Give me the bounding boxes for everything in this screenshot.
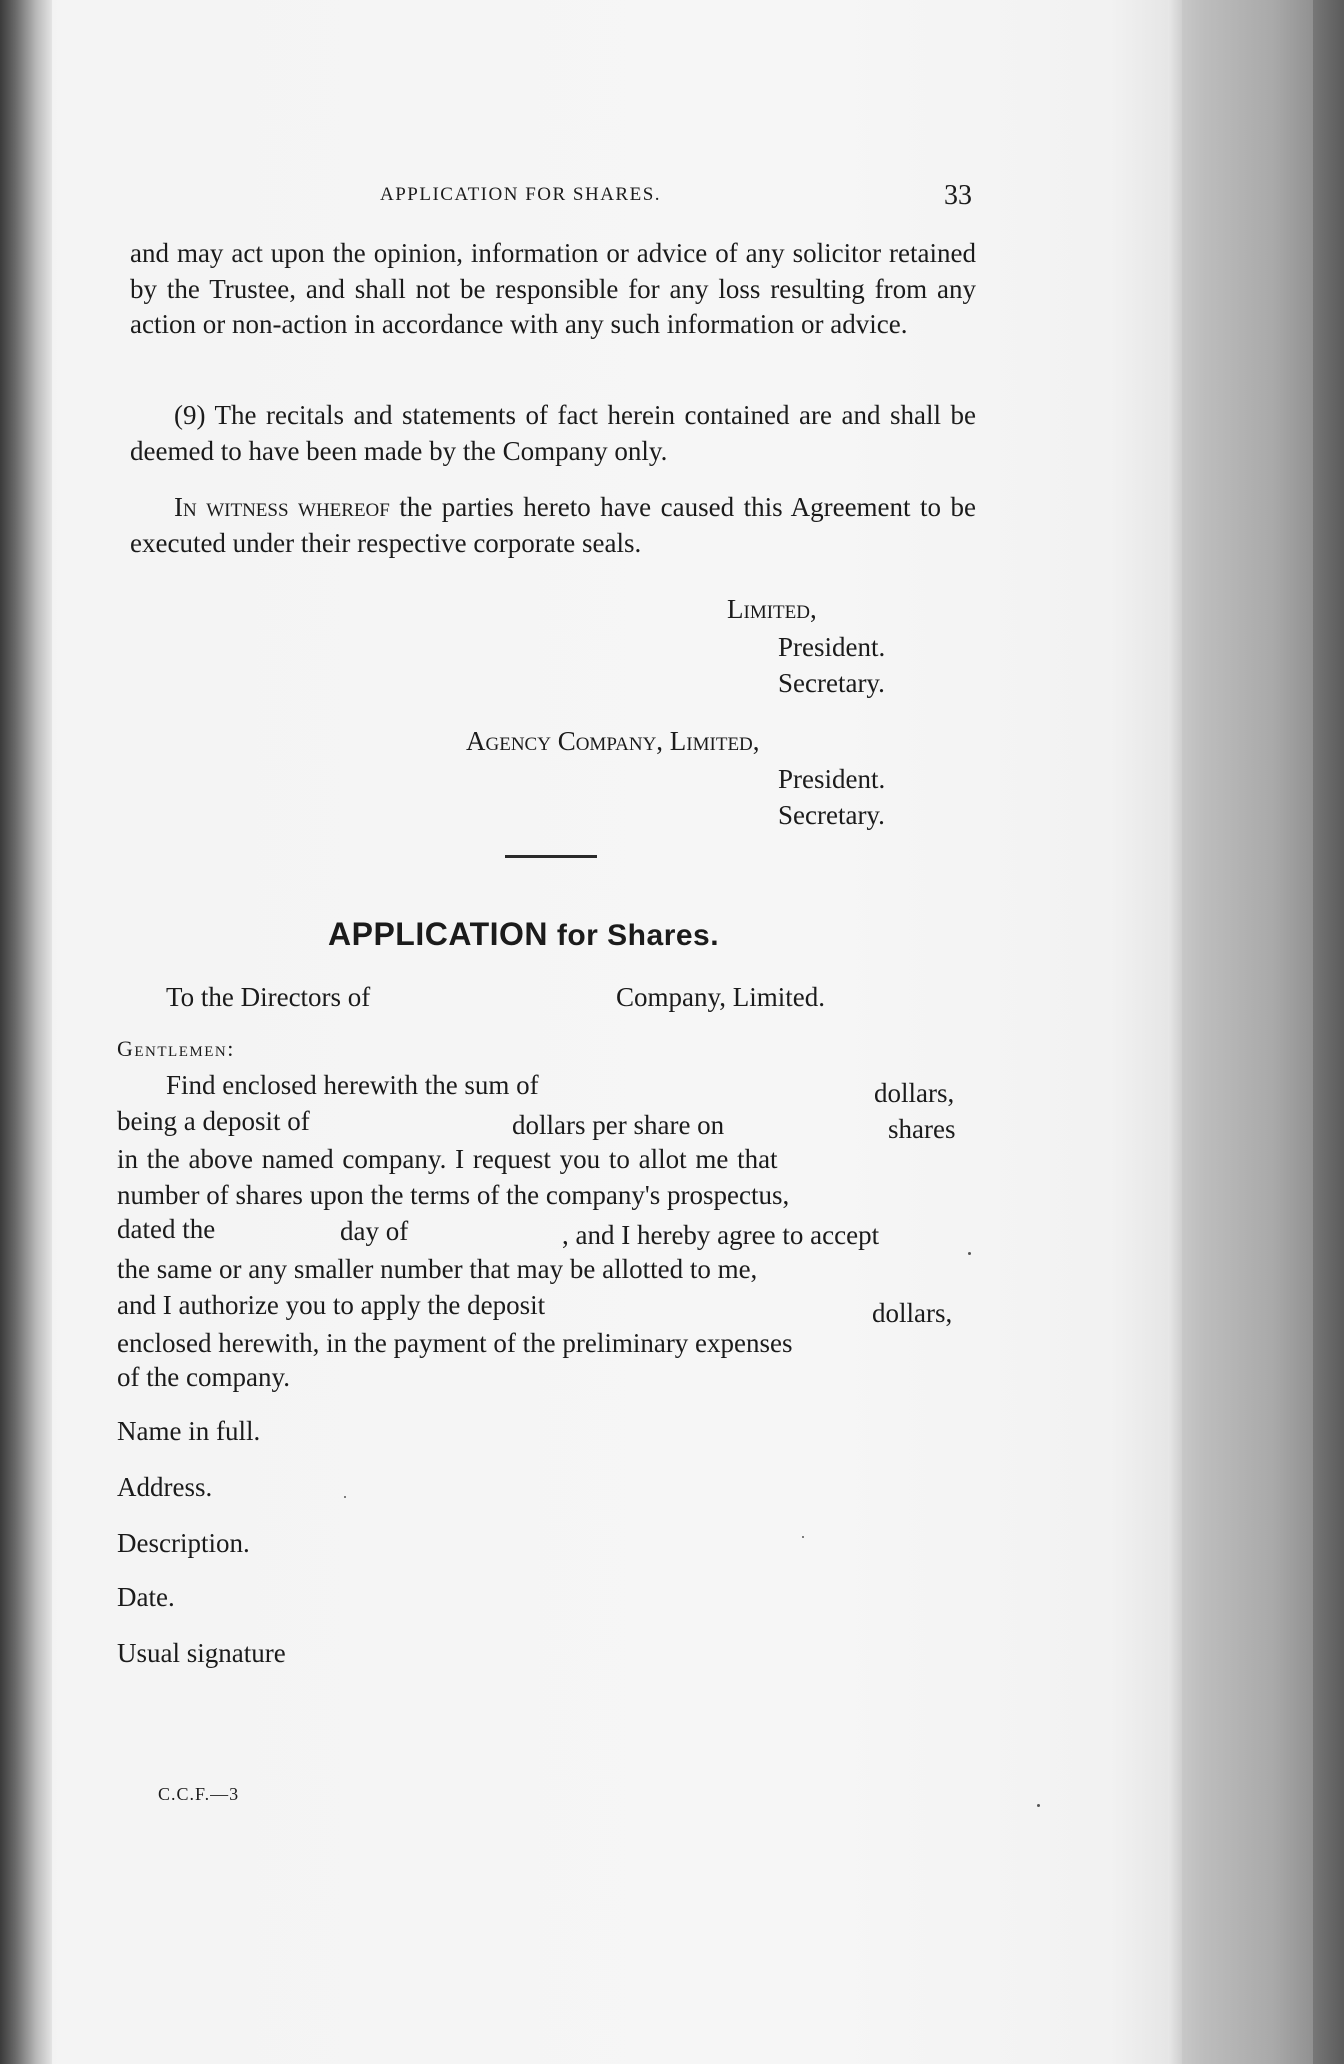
- in-witness-text: the parties hereto have caused this Agreement to be executed under their respective corporate seals.: [130, 492, 976, 558]
- body-line-2a: being a deposit of: [117, 1106, 310, 1136]
- body-line-4: number of shares upon the terms of the company's prospectus,: [117, 1180, 790, 1210]
- paper-speck: [344, 1496, 346, 1498]
- paper-speck: [802, 1536, 804, 1538]
- body-line-5b: day of: [340, 1216, 409, 1246]
- agreement-paragraph-2: (9) The recitals and statements of fact herein contained are and shall be deemed to have been made by the Company only.: [130, 400, 976, 466]
- field-date: Date.: [117, 1582, 175, 1612]
- field-address: Address.: [117, 1472, 213, 1502]
- body-line-6: the same or any smaller number that may be allotted to me,: [117, 1254, 758, 1284]
- running-title: APPLICATION FOR SHARES.: [380, 184, 662, 205]
- book-page-edges: [1168, 0, 1344, 2064]
- body-line-5a: dated the: [117, 1214, 216, 1244]
- printer-signature-mark: C.C.F.—3: [158, 1784, 240, 1804]
- field-description: Description.: [117, 1528, 250, 1558]
- company-limited-line: Company, Limited.: [616, 982, 825, 1012]
- application-title-bold: APPLICATION: [328, 916, 549, 952]
- body-line-5c: , and I hereby agree to accept: [562, 1220, 880, 1250]
- agreement-paragraph-1: and may act upon the opinion, information or advice of any solicitor retained by the Trustee, and shall not be responsible for any loss resulting from any action or non-action in accordance with any such information or advice.: [130, 238, 976, 339]
- signature-block-2-secretary: Secretary.: [778, 800, 885, 830]
- body-line-1a: Find enclosed herewith the sum of: [166, 1070, 539, 1100]
- in-witness-lead: In witness whereof: [174, 492, 390, 522]
- signature-block-1-president: President.: [778, 632, 886, 662]
- to-directors-line: To the Directors of: [166, 982, 371, 1012]
- body-line-8: enclosed herewith, in the payment of the preliminary expenses: [117, 1328, 793, 1358]
- body-line-7a: and I authorize you to apply the deposit: [117, 1290, 546, 1320]
- application-title: [328, 916, 719, 953]
- field-name-in-full: Name in full.: [117, 1416, 261, 1446]
- body-line-9: of the company.: [117, 1362, 290, 1392]
- paper-speck: [968, 1252, 971, 1255]
- body-line-3: in the above named company. I request you to allot me that: [117, 1144, 778, 1174]
- field-usual-signature: Usual signature: [117, 1638, 286, 1668]
- section-divider: [505, 855, 597, 858]
- body-line-2b: dollars per share on: [512, 1110, 725, 1140]
- salutation: Gentlemen:: [117, 1036, 235, 1061]
- agreement-paragraph-3: [130, 490, 976, 561]
- signature-block-1-company: Limited,: [727, 594, 817, 624]
- page-number: 33: [944, 180, 972, 211]
- body-line-7b: dollars,: [872, 1298, 953, 1328]
- body-line-2c: shares: [888, 1114, 956, 1144]
- signature-block-1-secretary: Secretary.: [778, 668, 885, 698]
- paper-speck: [1037, 1804, 1040, 1807]
- application-title-rest: for Shares.: [548, 919, 720, 952]
- signature-block-2-president: President.: [778, 764, 886, 794]
- signature-block-2-company: Agency Company, Limited,: [466, 726, 760, 756]
- body-line-1b: dollars,: [874, 1078, 955, 1108]
